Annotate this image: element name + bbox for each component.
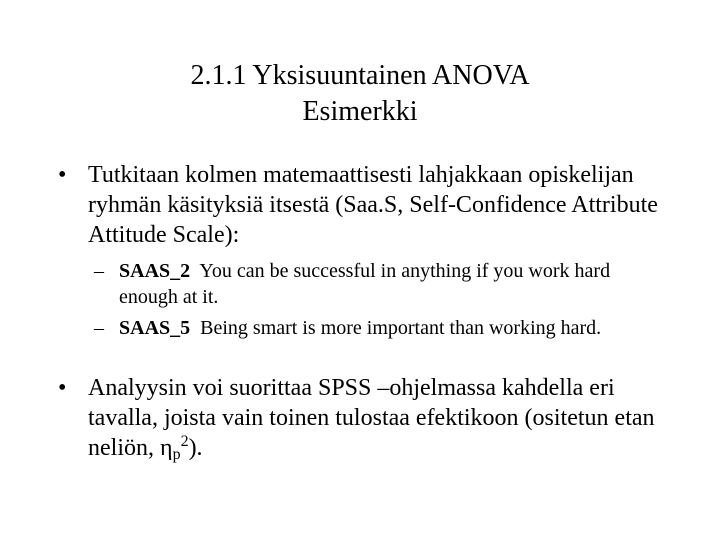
title-line-1: 2.1.1 Yksisuuntainen ANOVA (190, 60, 530, 91)
sub-item-2 (94, 315, 659, 341)
sub-item-code: SAAS_2 (119, 260, 191, 282)
eta-symbol: η (160, 435, 173, 461)
eta-superscript: 2 (180, 433, 189, 450)
slide-title (60, 58, 660, 130)
bullet-marker: • (58, 162, 67, 188)
sub-item-text: Being smart is more important than working hard. (190, 317, 602, 339)
bullet-item-2 (58, 373, 668, 463)
eta-subscript: p (172, 446, 181, 463)
bullet-text: Tutkitaan kolmen matemaattisesti lahjakkaan opiskelijan ryhmän käsityksiä itsestä (Saa.S, Self-Confidence Attribute Attitude Scale): (88, 162, 658, 248)
title-line-2: Esimerkki (302, 96, 418, 127)
bullet-marker: • (58, 375, 67, 401)
bullet-text-after: ). (188, 435, 203, 461)
bullet-text-before: Analyysin voi suorittaa SPSS –ohjelmassa kahdella eri tavalla, joista vain toinen tulostaa efektikoon (ositetun etan neliön, (88, 375, 655, 461)
sub-item-1 (94, 258, 659, 310)
bullet-item-1 (58, 160, 668, 250)
sub-item-marker: – (94, 260, 104, 282)
sub-item-marker: – (94, 317, 104, 339)
sub-item-text: You can be successful in anything if you work hard enough at it. (119, 260, 616, 308)
sub-item-code: SAAS_5 (119, 317, 191, 339)
